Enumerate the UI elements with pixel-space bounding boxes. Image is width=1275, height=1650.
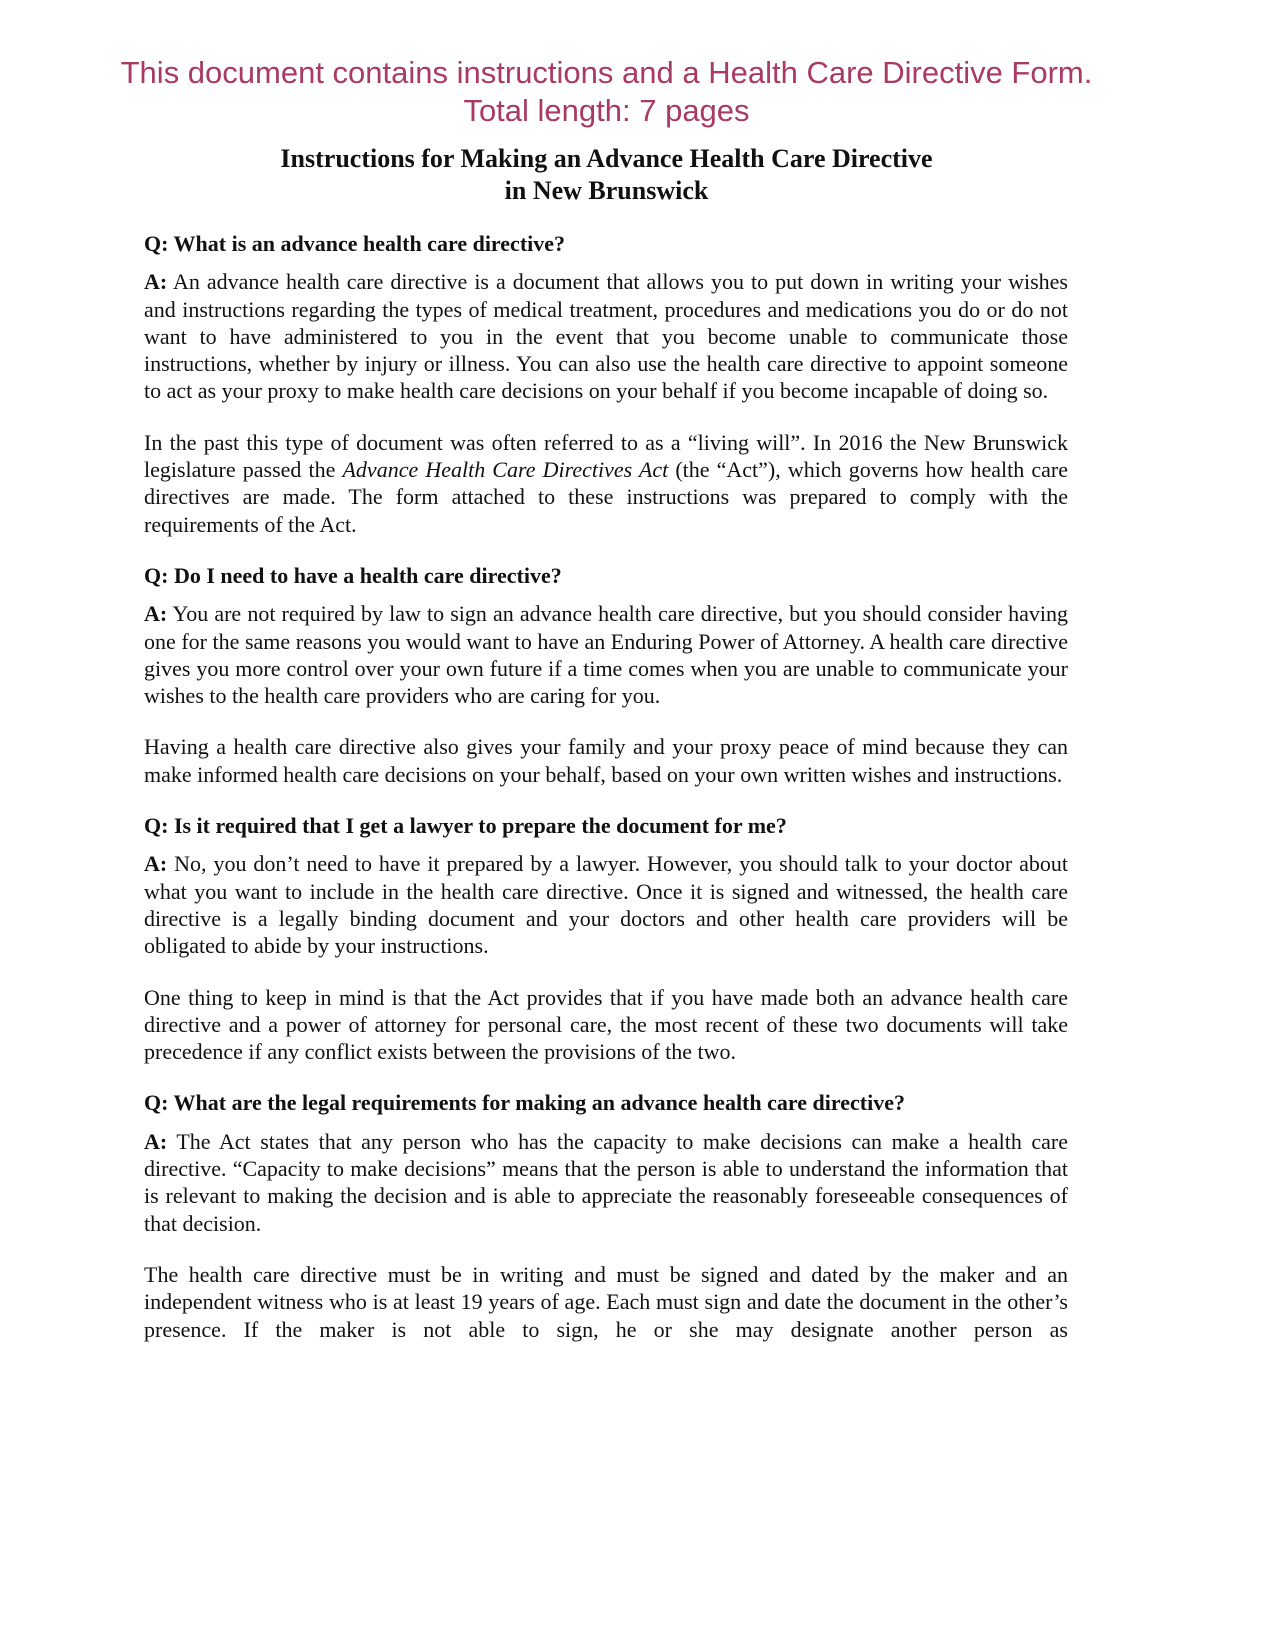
answer-text: You are not required by law to sign an advance health care directive, but you should consider having one for the same reasons you would want to have an Enduring Power of Attorney. A health care directive gives you more control over your own future if a time comes when you are unable to communicate your wishes to the health care providers who are caring for you. — [144, 601, 1068, 709]
faq-section-lawyer — [144, 812, 1068, 1065]
document-notice — [0, 54, 1213, 130]
paragraph: Having a health care directive also gives your family and your proxy peace of mind because they can make informed health care decisions on your behalf, based on your own written wishes and instructions. — [144, 734, 1068, 787]
answer-paragraph — [144, 268, 1068, 404]
question-heading: Q: What are the legal requirements for making an advance health care directive? — [144, 1090, 905, 1116]
act-title: Advance Health Care Directives Act — [342, 457, 669, 483]
question-heading: Q: What is an advance health care directive? — [144, 231, 566, 256]
faq-section-do-i-need — [144, 562, 1068, 788]
faq-section-what-is — [144, 230, 1068, 538]
document-title — [0, 143, 1213, 207]
answer-label: A: — [144, 601, 168, 627]
notice-line-1: This document contains instructions and a Health Care Directive Form. — [120, 55, 1093, 90]
title-line-2: in New Brunswick — [504, 176, 709, 205]
paragraph: The health care directive must be in writing and must be signed and dated by the maker and an independent witness who is at least 19 years of age. Each must sign and date the document in the other’s presence. If the maker is not able to sign, he or she may designate another person as — [144, 1261, 1068, 1342]
answer-text: The Act states that any person who has the capacity to make decisions can make a health care directive. “Capacity to make decisions” means that the person is able to understand the information that is relevant to making the decision and is able to appreciate the reasonably foreseeable consequences of that decision. — [144, 1128, 1068, 1236]
question-heading: Q: Is it required that I get a lawyer to prepare the document for me? — [144, 813, 787, 839]
answer-text: An advance health care directive is a document that allows you to put down in writing your wishes and instructions regarding the types of medical treatment, procedures and medications you do or do not want to have administered to you in the event that you become unable to communicate those instructions, whether by injury or illness. You can also use the health care directive to appoint someone to act as your proxy to make health care decisions on your behalf if you become incapable of doing so. — [144, 269, 1068, 404]
paragraph-text: (the “Act”), which governs how health care directives are made. The form attached to these instructions was prepared to comply with the requirements of the Act. — [144, 457, 1068, 537]
faq-section-legal-requirements — [144, 1089, 1068, 1342]
paragraph-text: In the past this type of document was often referred to as a “living will”. In 2016 the New Brunswick legislature passed the — [144, 429, 1068, 483]
answer-label: A: — [144, 1128, 168, 1154]
question-heading: Q: Do I need to have a health care directive? — [144, 562, 562, 588]
answer-label: A: — [144, 851, 168, 877]
document-body — [144, 230, 1068, 1343]
title-line-1: Instructions for Making an Advance Health Care Directive — [280, 144, 933, 173]
answer-text: No, you don’t need to have it prepared by a lawyer. However, you should talk to your doctor about what you want to include in the health care directive. Once it is signed and witnessed, the health care directive is a legally binding document and your doctors and other health care providers will be obligated to abide by your instructions. — [144, 851, 1068, 959]
answer-paragraph — [144, 600, 1068, 709]
answer-label: A: — [144, 269, 168, 295]
paragraph — [144, 429, 1068, 538]
paragraph: One thing to keep in mind is that the Act provides that if you have made both an advance health care directive and a power of attorney for personal care, the most recent of these two documents will take precedence if any conflict exists between the provisions of the two. — [144, 984, 1068, 1065]
answer-paragraph — [144, 1128, 1068, 1237]
notice-line-2: Total length: 7 pages — [463, 93, 750, 128]
answer-paragraph — [144, 850, 1068, 959]
